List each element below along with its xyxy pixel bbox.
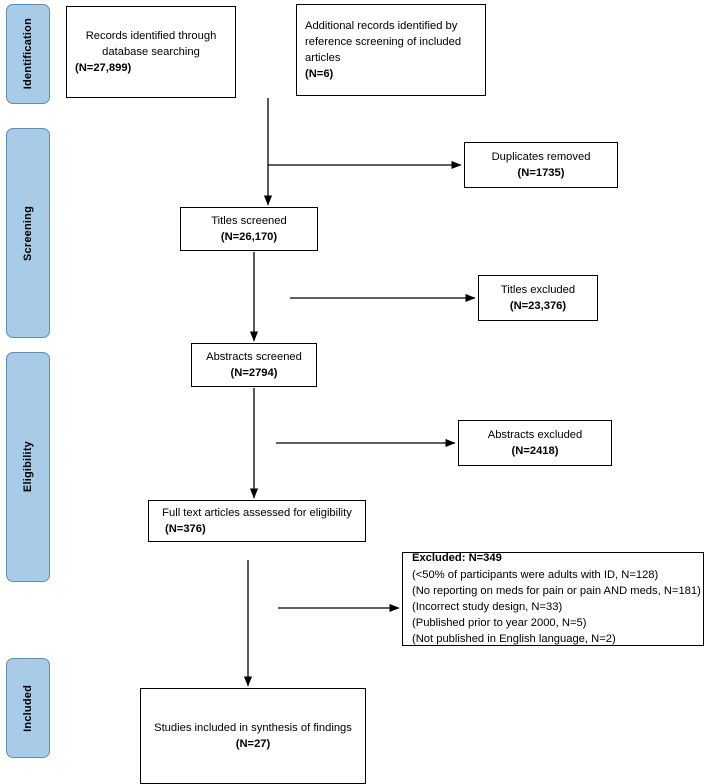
box-excluded-reasons-line-5: (Not published in English language, N=2) (412, 633, 616, 646)
box-duplicates-removed (464, 142, 618, 188)
box-titles-screened-line-0: Titles screened (211, 214, 287, 227)
box-studies-included-line-0: Studies included in synthesis of findings (154, 721, 352, 734)
box-titles-excluded-line-0: Titles excluded (500, 283, 576, 296)
box-excluded-reasons (402, 552, 704, 646)
box-abstracts-screened-line-0: Abstracts screened (206, 350, 302, 363)
box-excluded-reasons-line-4: (Published prior to year 2000, N=5) (412, 617, 587, 630)
box-excluded-reasons-line-3: (Incorrect study design, N=33) (412, 601, 563, 613)
box-studies-included (140, 688, 366, 784)
box-duplicates-removed-line-0: Duplicates removed (491, 150, 591, 163)
stage-identification (6, 4, 50, 104)
stage-screening (6, 128, 50, 338)
stage-included-label: Included (22, 684, 34, 732)
stage-identification-label: Identification (22, 18, 34, 90)
box-full-text-assessed-line-0: Full text articles assessed for eligibility (162, 506, 352, 519)
box-full-text-assessed (148, 500, 366, 542)
box-titles-excluded (478, 275, 598, 321)
stage-included (6, 658, 50, 758)
box-abstracts-screened-line-1: (N=2794) (230, 367, 278, 379)
box-abstracts-screened (191, 343, 317, 387)
box-abstracts-excluded (458, 420, 612, 466)
box-titles-screened (180, 207, 318, 251)
box-additional-records-line-1: (N=6) (305, 68, 334, 81)
stage-eligibility-label: Eligibility (22, 441, 34, 493)
box-excluded-reasons-line-0: Excluded: N=349 (412, 552, 502, 565)
box-excluded-reasons-line-1: (<50% of participants were adults with ID, N=128) (412, 568, 659, 581)
box-full-text-assessed-line-1: (N=376) (165, 523, 206, 535)
box-excluded-reasons-line-2: (No reporting on meds for pain or pain AND meds, N=181) (412, 584, 701, 597)
stage-eligibility (6, 352, 50, 582)
box-duplicates-removed-line-1: (N=1735) (517, 167, 565, 179)
box-studies-included-line-1: (N=27) (235, 738, 271, 750)
box-additional-records (296, 4, 486, 96)
box-additional-records-line-0: Additional records identified by reference screening of included articles (305, 19, 462, 64)
stage-screening-label: Screening (22, 205, 34, 261)
box-titles-excluded-line-1: (N=23,376) (509, 300, 567, 312)
box-abstracts-excluded-line-0: Abstracts excluded (487, 428, 583, 441)
box-database-records-line-0: Records identified through database searching (85, 29, 217, 58)
box-abstracts-excluded-line-1: (N=2418) (511, 445, 559, 457)
box-titles-screened-line-1: (N=26,170) (220, 231, 278, 243)
box-database-records-line-1: (N=27,899) (75, 62, 132, 75)
box-database-records (66, 6, 236, 98)
